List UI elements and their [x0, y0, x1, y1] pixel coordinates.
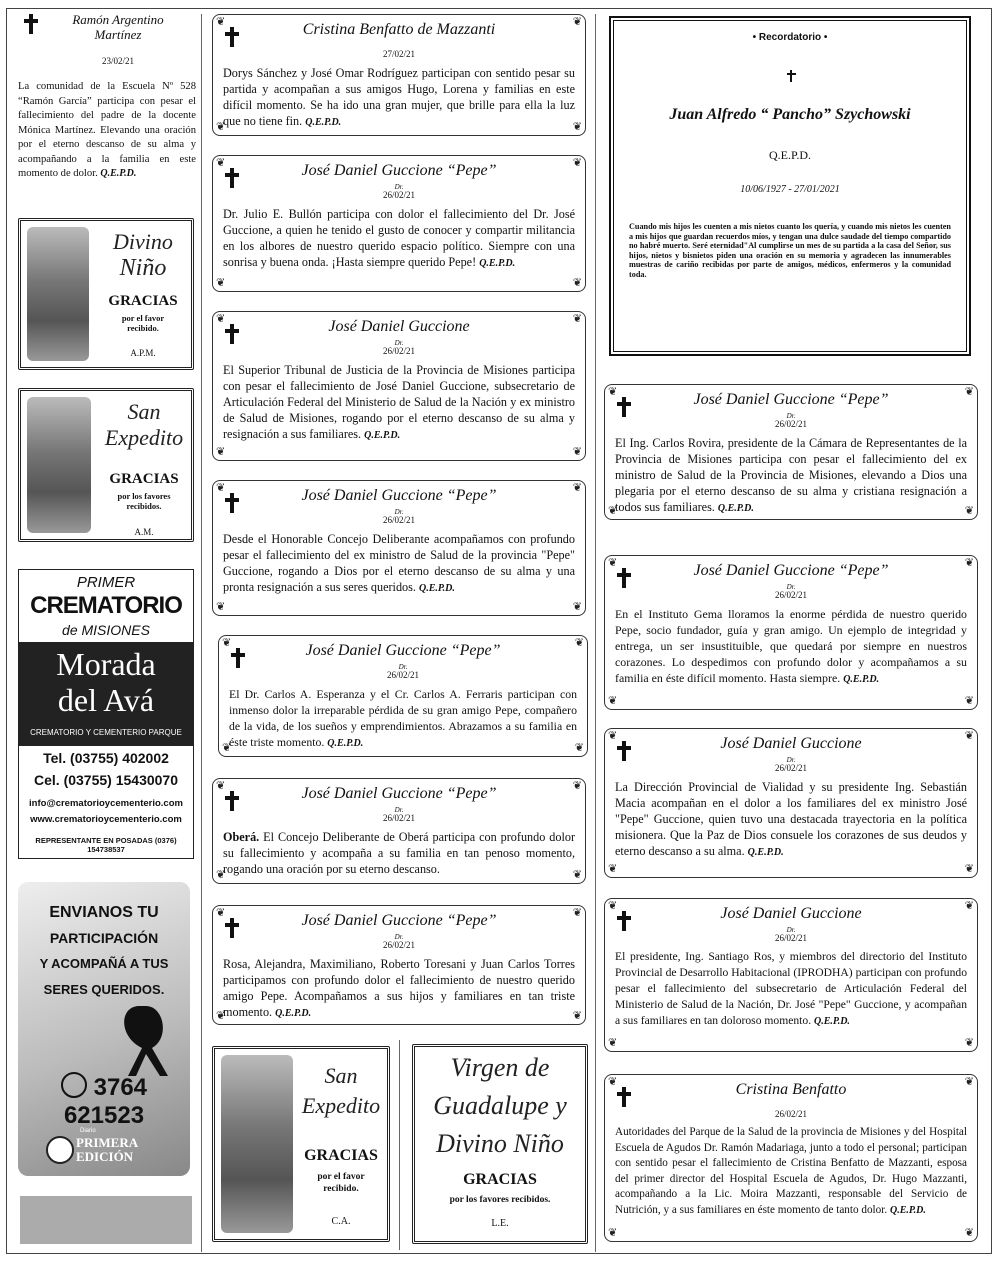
- obituary-notice: [212, 905, 586, 1025]
- ad-initials: L.E.: [491, 1218, 509, 1229]
- column-divider: [201, 14, 202, 1252]
- ornament-icon: ❦: [608, 900, 618, 912]
- ornament-icon: ❦: [572, 907, 582, 919]
- crem-tag: CREMATORIO Y CEMENTERIO PARQUE: [30, 728, 182, 737]
- notice-date: 27/02/21: [382, 49, 415, 59]
- ornament-icon: ❦: [964, 1076, 974, 1088]
- notice-text: Dorys Sánchez y José Omar Rodríguez participan con sentido pesar su partida y acompañan a sus amigos Hugo, Lorena y familias en este difícil momento. Se ha ido una gran mujer, que brille para ella la luz que no tiene fin.: [223, 66, 575, 128]
- title-prefix: Dr.: [786, 926, 796, 934]
- ornament-icon: ❦: [964, 1037, 974, 1049]
- crem-tel: Tel. (03755) 402002: [43, 750, 169, 766]
- recordatorio-name: Juan Alfredo “ Pancho” Szychowski: [669, 106, 911, 123]
- ornament-icon: ❦: [216, 157, 226, 169]
- obituary-notice: [604, 555, 978, 710]
- ad-title: San: [324, 1063, 358, 1088]
- ornament-icon: ❦: [222, 742, 232, 754]
- notice-text: El Dr. Carlos A. Esperanza y el Cr. Carlos A. Ferraris participan con inmenso dolor la irreparable pérdida de su gran amigo Pepe, compañero de la vida, de los sueños y emprendimientos. Abrazamos a su familia en éste triste momento.: [229, 687, 577, 749]
- deceased-name: José Daniel Guccione “Pepe”: [305, 642, 501, 659]
- notice-date: 26/02/21: [774, 1109, 807, 1119]
- ornament-icon: ❦: [964, 557, 974, 569]
- globe-icon: [46, 1136, 74, 1164]
- crem-brand: Morada: [56, 646, 156, 682]
- crem-rep: REPRESENTANTE EN POSADAS (0376) 154738537: [35, 836, 177, 854]
- notice-date: 26/02/21: [382, 190, 415, 200]
- ornament-icon: ❦: [572, 601, 582, 613]
- qepd: Q.E.P.D.: [327, 738, 364, 749]
- ornament-icon: ❦: [608, 695, 618, 707]
- title-prefix: Dr.: [786, 756, 796, 764]
- ornament-icon: ❦: [964, 863, 974, 875]
- crem-line: de MISIONES: [62, 622, 150, 638]
- ornament-icon: ❦: [964, 900, 974, 912]
- qepd: Q.E.P.D.: [843, 674, 880, 685]
- notice-date: 26/02/21: [774, 933, 807, 943]
- logo-small: Diario: [80, 1128, 96, 1134]
- ornament-icon: ❦: [574, 742, 584, 754]
- qepd: Q.E.P.D.: [418, 583, 455, 594]
- notice-date: 26/02/21: [382, 813, 415, 823]
- ornament-icon: ❦: [574, 637, 584, 649]
- ornament-icon: ❦: [572, 16, 582, 28]
- notice-body: [615, 606, 967, 688]
- deceased-name: Cristina Benfatto de Mazzanti: [302, 21, 496, 38]
- ornament-icon: ❦: [216, 601, 226, 613]
- title-prefix: Dr.: [398, 663, 408, 671]
- title-prefix: Dr.: [394, 339, 404, 347]
- ad-subtitle: por los favores recibidos.: [117, 491, 171, 511]
- qepd: Q.E.P.D.: [717, 503, 754, 514]
- mourning-ribbon-icon: [98, 998, 184, 1078]
- primera-edicion-logo: [18, 1130, 190, 1174]
- title-prefix: Dr.: [786, 412, 796, 420]
- notice-date: 26/02/21: [382, 515, 415, 525]
- notice-text: El Concejo Deliberante de Oberá participa con profundo dolor su fallecimiento y acompaña a su familia en tan penoso momento, rogando una oración por su eterno descanso.: [223, 830, 575, 876]
- ornament-icon: ❦: [216, 869, 226, 881]
- recordatorio: [609, 16, 971, 356]
- ornament-icon: ❦: [572, 780, 582, 792]
- ad-divino-nino: [18, 218, 194, 370]
- ornament-icon: ❦: [608, 557, 618, 569]
- cross-icon: [787, 70, 796, 82]
- env-line: SERES QUERIDOS.: [43, 982, 165, 997]
- ornament-icon: ❦: [216, 446, 226, 458]
- env-line: ENVIANOS TU: [49, 904, 159, 921]
- crem-title: CREMATORIO: [30, 592, 182, 619]
- ad-subtitle: por los favores recibidos.: [449, 1195, 551, 1205]
- ornament-icon: ❦: [216, 907, 226, 919]
- notice-date: 26/02/21: [386, 670, 419, 680]
- qepd: Q.E.P.D.: [275, 1008, 312, 1019]
- ornament-icon: ❦: [964, 505, 974, 517]
- crem-brand: del Avá: [57, 682, 155, 718]
- recordatorio-label: • Recordatorio •: [752, 32, 828, 43]
- notice-body: [229, 686, 577, 752]
- notice-body: [615, 435, 967, 517]
- obituary-notice: [212, 480, 586, 616]
- notice-text: La comunidad de la Escuela Nº 528 “Ramón García” participa con pesar el fallecimiento del padre de la docente Mónica Martínez. Elevando una oración por el eterno descanso de su alma y acompañando a la familia en este momento de dolor.: [18, 81, 196, 179]
- ornament-icon: ❦: [572, 869, 582, 881]
- ornament-icon: ❦: [216, 482, 226, 494]
- notice-body: [223, 829, 575, 879]
- ad-title: San: [127, 399, 161, 424]
- notice-date: 26/02/21: [382, 346, 415, 356]
- obituary-notice: [604, 728, 978, 878]
- ornament-icon: ❦: [216, 1010, 226, 1022]
- gracias-label: GRACIAS: [304, 1147, 378, 1164]
- obituary-notice: [604, 1074, 978, 1242]
- notice-body: [615, 949, 967, 1030]
- ad-initials: C.A.: [331, 1216, 351, 1227]
- notice-text: En el Instituto Gema lloramos la enorme pérdida de nuestro querido Pepe, socio fundador, guía y gran amigo. Un ejemplo de integridad y entrega, un ser insustituible, que quedará por siempre en nuestros corazones. Lo despedimos con profundo dolor y acompañamos a su familia en éste difícil momento. Hasta siempre.: [615, 607, 967, 685]
- gracias-label: GRACIAS: [108, 293, 178, 309]
- deceased-name: José Daniel Guccione “Pepe”: [301, 162, 497, 179]
- recordatorio-body: Cuando mis hijos les cuenten a mis nietos cuanto los quería, y cuando mis nietos les cuenten a mis hijos que guardan recuerdos míos, y tengan una dulce saudade del tiempo compartido no habré muerto. Seré eternidad"Al cumplirse un mes de su partida a la casa del Señor, sus hijos, nietos y bisnietos piden una oración en su memoria y agradecen las innumerables muestras de cariño recibidas por parte de amigos, médicos, enfermeros y la comunidad toda.: [629, 222, 951, 279]
- ornament-icon: ❦: [572, 121, 582, 133]
- cross-icon: [24, 14, 38, 34]
- ornament-icon: ❦: [964, 386, 974, 398]
- ornament-icon: ❦: [608, 730, 618, 742]
- ornament-icon: ❦: [964, 695, 974, 707]
- qepd: Q.E.P.D.: [814, 1016, 850, 1027]
- notice-date: 26/02/21: [774, 763, 807, 773]
- crem-email: info@crematorioycementerio.com: [29, 798, 183, 809]
- ornament-icon: ❦: [216, 313, 226, 325]
- notice-date: 26/02/21: [382, 940, 415, 950]
- title-prefix: Dr.: [394, 508, 404, 516]
- ad-initials: A.P.M.: [130, 348, 156, 358]
- notice-text: El Ing. Carlos Rovira, presidente de la Cámara de Representantes de la Provincia de Misiones participa con pesar el fallecimiento del ex ministro de Salud de la Provincia de Misiones, elevando a Dios una plegaria por el eterno descanso de su alma y cristiana resignación a todos sus familiares.: [615, 436, 967, 514]
- obituary-notice: [604, 384, 978, 520]
- column-divider: [595, 14, 596, 1252]
- notice-text: El presidente, Ing. Santiago Ros, y miembros del directorio del Instituto Provincial de Desarrollo Habitacional (IPRODHA) participan con profundo pesar el fallecimiento del subsecretario de Articulación Federal del Ministerio de Salud de la Nación, Dr. José "Pepe" Guccione, y acompañan a sus familiares en tan doloroso momento.: [615, 950, 967, 1027]
- ad-title: Expedito: [104, 425, 184, 450]
- ad-subtitle: por el favor recibido.: [121, 313, 165, 333]
- notice-text: El Superior Tribunal de Justicia de la Provincia de Misiones participa con pesar el fallecimiento de José Daniel Guccione, subsecretario de Articulación Federal del Ministerio de Salud de la Nación y ex ministro de Salud de Misiones, rogando por el eterno descanso de su alma y resignación a sus familiares.: [223, 363, 575, 441]
- obituary-notice: [212, 155, 586, 292]
- notice-body: [223, 531, 575, 597]
- ornament-icon: ❦: [216, 121, 226, 133]
- notice-body: [223, 362, 575, 444]
- crem-cel: Cel. (03755) 15430070: [34, 772, 178, 788]
- crem-web: www.crematorioycementerio.com: [30, 814, 182, 825]
- ad-title: Guadalupe y: [433, 1091, 567, 1120]
- gracias-label: GRACIAS: [463, 1171, 537, 1188]
- recordatorio-dates: 10/06/1927 - 27/01/2021: [740, 184, 840, 195]
- qepd: Q.E.P.D.: [479, 258, 516, 269]
- ad-virgen-guadalupe: [412, 1044, 588, 1244]
- ornament-icon: ❦: [572, 277, 582, 289]
- san-expedito-image: [221, 1055, 293, 1233]
- title-prefix: Dr.: [394, 806, 404, 814]
- ad-title: Virgen de: [450, 1053, 550, 1082]
- ornament-icon: ❦: [608, 1076, 618, 1088]
- label-text: Recordatorio: [758, 32, 822, 43]
- divino-nino-image: [27, 227, 89, 361]
- gracias-label: GRACIAS: [109, 471, 179, 487]
- ad-initials: A.M.: [134, 527, 154, 537]
- title-prefix: Dr.: [394, 183, 404, 191]
- notice-body: [615, 1125, 967, 1219]
- ornament-icon: ❦: [608, 386, 618, 398]
- qepd: Q.E.P.D.: [305, 117, 342, 128]
- notice-text: Rosa, Alejandra, Maximiliano, Roberto Toresani y Juan Carlos Torres participamos con profundo dolor el fallecimiento de nuestro querido amigo Pepe. Acompañamos a sus hijos y familiares en tan triste momento.: [223, 957, 575, 1019]
- deceased-name: José Daniel Guccione “Pepe”: [693, 391, 889, 408]
- notice-date: 23/02/21: [101, 56, 134, 66]
- ornament-icon: ❦: [608, 1227, 618, 1239]
- env-line: Y ACOMPAÑÁ A TUS: [39, 956, 169, 971]
- deceased-name: José Daniel Guccione: [720, 905, 862, 922]
- ornament-icon: ❦: [216, 780, 226, 792]
- notice-lead: Oberá.: [223, 830, 260, 844]
- notice-body: [18, 80, 196, 182]
- obituary-notice: [212, 778, 586, 884]
- column-divider: [399, 1040, 400, 1250]
- ad-envianos: [18, 882, 190, 1176]
- deceased-name: José Daniel Guccione “Pepe”: [301, 487, 497, 504]
- notice-text: Desde el Honorable Concejo Deliberante acompañamos con profundo pesar el fallecimiento del ex ministro de Salud de la provincia "Pepe" Guccione, rogando a Dios por el eterno descanso de su alma y una pronta resignación a sus seres queridos.: [223, 532, 575, 594]
- notice-date: 26/02/21: [774, 590, 807, 600]
- crem-brand-block: [19, 642, 193, 746]
- ornament-icon: ❦: [216, 16, 226, 28]
- ornament-icon: ❦: [608, 1037, 618, 1049]
- ornament-icon: ❦: [572, 482, 582, 494]
- whatsapp-icon: [61, 1072, 87, 1098]
- san-expedito-image: [27, 397, 91, 533]
- ornament-icon: ❦: [572, 446, 582, 458]
- notice-text: Dr. Julio E. Bullón participa con dolor el fallecimiento del Dr. José Guccione, a quien he tenido el gusto de conocer y compartir militancia en los albores de nuestro querido espacio político. Siempre con una sonrisa y buena onda. ¡Hasta siempre querido Pepe!: [223, 207, 575, 269]
- notice-body: [223, 956, 575, 1022]
- ornament-icon: ❦: [222, 637, 232, 649]
- ornament-icon: ❦: [964, 730, 974, 742]
- notice-body: [223, 65, 575, 131]
- ad-subtitle: por el favor recibido.: [317, 1172, 365, 1194]
- notice-text: Autoridades del Parque de la Salud de la provincia de Misiones y del Hospital Escuela de Agudos Dr. Ramón Madariaga, junto a todo el personal; participan con sentido pesar el fallecimiento de Cristina Benfatto de Mazzanti, esposa del primer director del Hospital Escuela de Agudos, Dr. Hugo Mazzanti, acompañando a la Lic. Moira Mazzanti, responsable del Servicio de Nutrición, y a sus familiares en éste momento de tanto dolor.: [615, 1126, 967, 1216]
- gray-block: [20, 1196, 192, 1244]
- ornament-icon: ❦: [572, 313, 582, 325]
- recordatorio-qepd: Q.E.P.D.: [768, 148, 811, 162]
- deceased-name: José Daniel Guccione “Pepe”: [301, 912, 497, 929]
- env-phone: [22, 1072, 186, 1130]
- deceased-name: Cristina Benfatto: [735, 1081, 847, 1098]
- ad-title: Divino: [113, 229, 173, 254]
- qepd: Q.E.P.D.: [364, 430, 401, 441]
- notice-name: Ramón Argentino Martínez: [72, 12, 164, 42]
- deceased-name: José Daniel Guccione: [720, 735, 862, 752]
- deceased-name: José Daniel Guccione “Pepe”: [301, 785, 497, 802]
- ornament-icon: ❦: [572, 157, 582, 169]
- qepd: Q.E.P.D.: [889, 1204, 926, 1216]
- env-line: PARTICIPACIÓN: [49, 930, 159, 946]
- notice-date: 26/02/21: [774, 419, 807, 429]
- obituary-notice: [604, 898, 978, 1052]
- ad-title: Niño: [119, 255, 167, 281]
- ad-title: Expedito: [301, 1093, 381, 1118]
- ad-san-expedito: [18, 388, 194, 542]
- ornament-icon: ❦: [964, 1227, 974, 1239]
- ad-title: Divino Niño: [436, 1129, 564, 1158]
- title-prefix: Dr.: [786, 583, 796, 591]
- phone-number: 3764 621523: [63, 1074, 148, 1129]
- obituary-notice: [212, 311, 586, 461]
- qepd: Q.E.P.D.: [100, 168, 137, 179]
- ad-san-expedito-2: [212, 1046, 390, 1242]
- deceased-name: José Daniel Guccione “Pepe”: [693, 562, 889, 579]
- notice-body: [223, 206, 575, 272]
- ad-crematorio: [18, 569, 194, 859]
- notice-body: [615, 779, 967, 861]
- ornament-icon: ❦: [216, 277, 226, 289]
- logo-text: PRIMERA: [76, 1135, 139, 1150]
- qepd: Q.E.P.D.: [747, 847, 784, 858]
- logo-text: EDICIÓN: [76, 1149, 134, 1164]
- crem-line: PRIMER: [76, 574, 136, 591]
- obituary-notice: [212, 14, 586, 136]
- notice-text: La Dirección Provincial de Vialidad y su presidente Ing. Sebastián Macia acompañan en el dolor a los familiares del ex ministro José "Pepe" Guccione, quien tuvo una destacada trayectoria en la política misionera. Que la Paz de Dios consuele los corazones de sus deudos y eterno descanso a su alma.: [615, 780, 967, 858]
- deceased-name: José Daniel Guccione: [328, 318, 470, 335]
- ornament-icon: ❦: [572, 1010, 582, 1022]
- ornament-icon: ❦: [608, 863, 618, 875]
- ornament-icon: ❦: [608, 505, 618, 517]
- title-prefix: Dr.: [394, 933, 404, 941]
- obituary-notice: [218, 635, 588, 757]
